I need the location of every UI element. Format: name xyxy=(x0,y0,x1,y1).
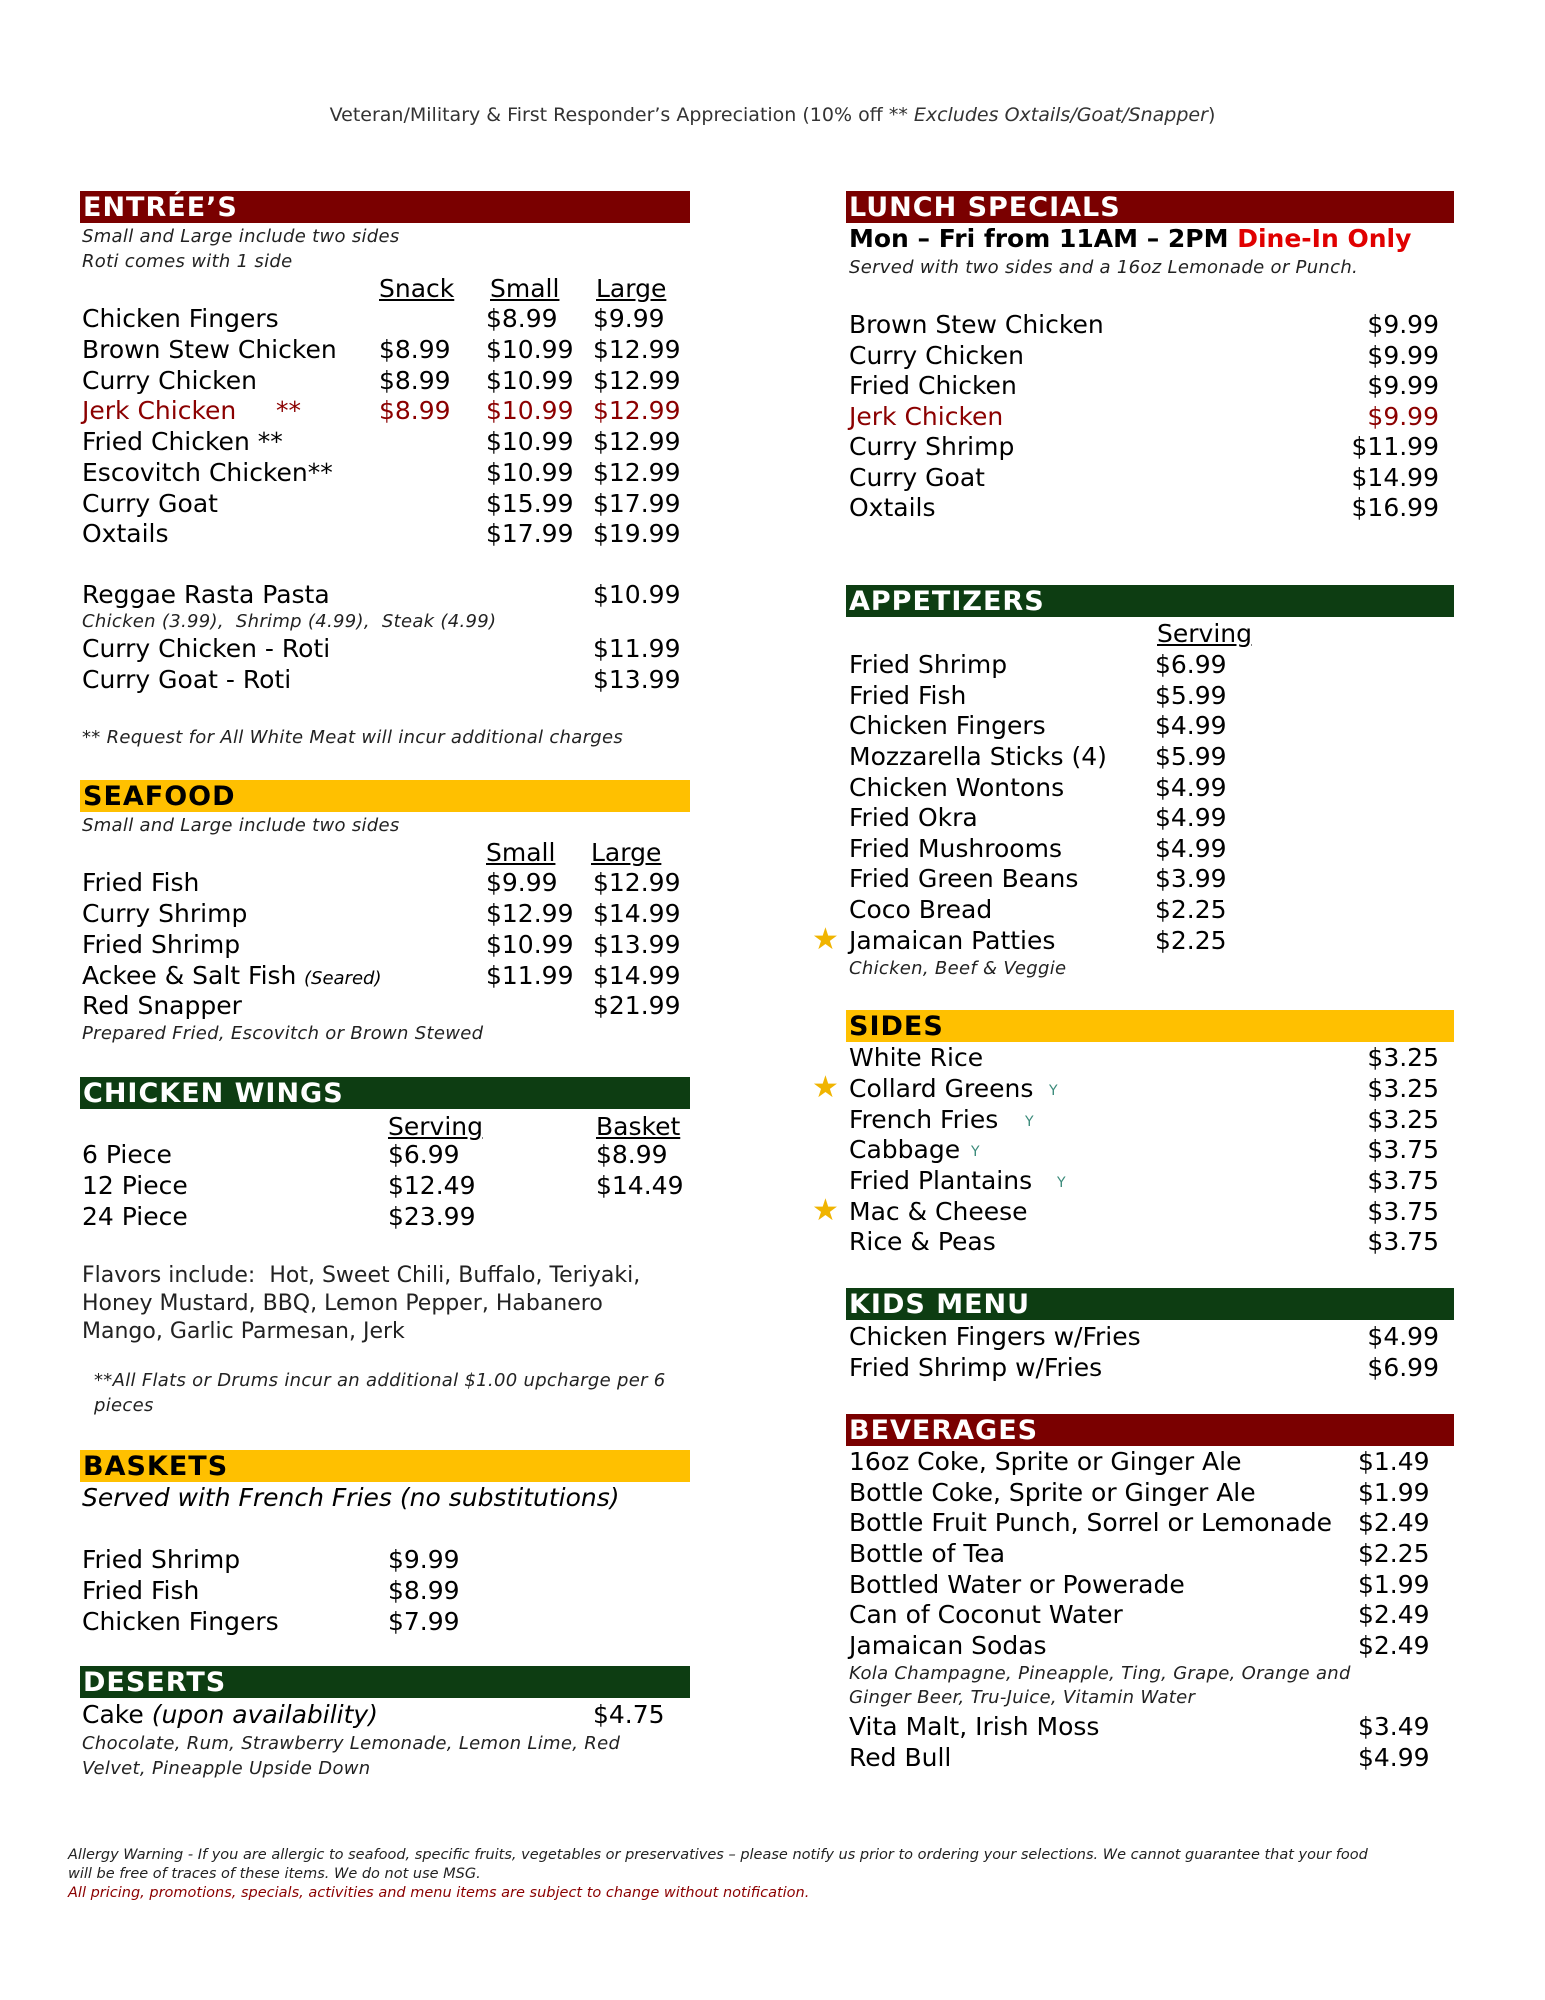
wing-upcharge-note: **All Flats or Drums incur an additional $1.00 upcharge per 6 xyxy=(94,1370,666,1391)
wings-col-serving: Serving xyxy=(388,1112,483,1141)
snapper-note: Prepared Fried, Escovitch or Brown Stewed xyxy=(82,1023,484,1044)
star-icon: ★ xyxy=(812,1070,839,1105)
seafood-col-large: Large xyxy=(591,838,662,867)
baskets-header: BASKETS xyxy=(80,1450,690,1482)
appreciation-banner: Veteran/Military & First Responder’s Appreciation (10% off ** Excludes Oxtails/Goat/Snapper) xyxy=(329,104,1216,126)
seafood-header: SEAFOOD xyxy=(80,780,690,812)
entrees-header: ENTRÉE’S xyxy=(80,191,690,223)
vegetable-icon: Y xyxy=(1057,1175,1066,1191)
wing-upcharge-note-cont: pieces xyxy=(94,1395,154,1416)
seafood-note: Small and Large include two sides xyxy=(82,815,400,836)
appetizers-col-serving: Serving xyxy=(1157,619,1252,648)
sides-header: SIDES xyxy=(846,1010,1454,1042)
pricing-disclaimer: All pricing, promotions, specials, activities and menu items are subject to change without notification. xyxy=(68,1885,810,1901)
entrees-col-large: Large xyxy=(596,274,667,303)
star-icon: ★ xyxy=(812,922,839,957)
appetizers-header: APPETIZERS xyxy=(846,585,1454,617)
vegetable-icon: Y xyxy=(1049,1083,1058,1099)
vegetable-icon: Y xyxy=(971,1144,980,1160)
wings-col-basket: Basket xyxy=(596,1112,681,1141)
wing-flavors: Flavors include: Hot, Sweet Chili, Buffalo, Teriyaki, Honey Mustard, BBQ, Lemon Pepper, Habanero Mango, Garlic Parmesan, Jerk xyxy=(82,1263,641,1344)
cake-flavors-note-cont: Velvet, Pineapple Upside Down xyxy=(82,1758,371,1779)
wings-header: CHICKEN WINGS xyxy=(80,1077,690,1109)
entrees-col-snack: Snack xyxy=(379,274,455,303)
seafood-col-small: Small xyxy=(486,838,556,867)
beverages-header: BEVERAGES xyxy=(846,1414,1454,1446)
patties-note: Chicken, Beef & Veggie xyxy=(849,958,1067,979)
lunch-header: LUNCH SPECIALS xyxy=(846,191,1454,223)
entrees-note-roti: Roti comes with 1 side xyxy=(82,251,293,272)
soda-flavors-note: Kola Champagne, Pineapple, Ting, Grape, Orange and xyxy=(849,1663,1351,1684)
baskets-note: Served with French Fries (no substitutions) xyxy=(82,1483,620,1512)
entrees-col-small: Small xyxy=(490,274,560,303)
white-meat-footnote: ** Request for All White Meat will incur additional charges xyxy=(82,727,624,748)
entrees-note-sides: Small and Large include two sides xyxy=(82,226,400,247)
kids-header: KIDS MENU xyxy=(846,1288,1454,1320)
soda-flavors-note-cont: Ginger Beer, Tru-Juice, Vitamin Water xyxy=(849,1687,1196,1708)
cake-flavors-note: Chocolate, Rum, Strawberry Lemonade, Lemon Lime, Red xyxy=(82,1733,621,1754)
star-icon: ★ xyxy=(812,1193,839,1228)
lunch-note: Served with two sides and a 16oz Lemonade or Punch. xyxy=(849,257,1359,278)
pasta-note: Chicken (3.99), Shrimp (4.99), Steak (4.99) xyxy=(82,611,497,632)
vegetable-icon: Y xyxy=(1025,1114,1034,1130)
lunch-hours: Mon – Fri from 11AM – 2PM Dine-In Only xyxy=(849,224,1412,253)
deserts-header: DESERTS xyxy=(80,1666,690,1698)
allergy-warning: Allergy Warning - If you are allergic to seafood, specific fruits, vegetables or preservatives – please notify us prior to ordering your selections. We cannot guarantee that your food will be free of traces of these items. We do not use MSG. xyxy=(68,1847,1368,1882)
